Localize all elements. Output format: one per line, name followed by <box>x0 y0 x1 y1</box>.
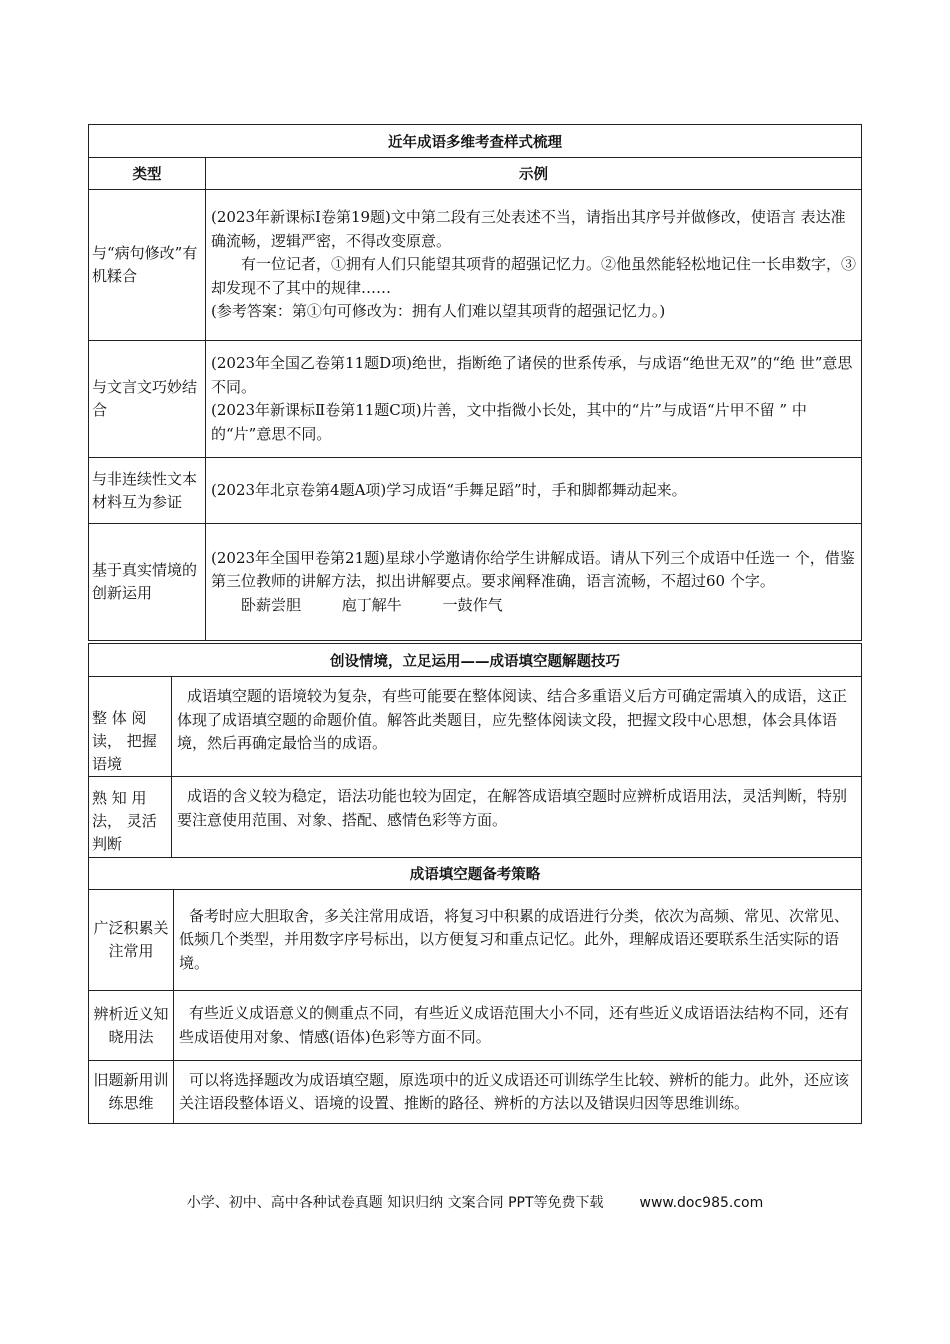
table-row <box>89 524 862 641</box>
row-type-label: 基于真实情境的创新运用 <box>89 524 206 641</box>
example-line: (参考答案：第①句可修改为：拥有人们难以望其项背的超强记忆力。) <box>211 302 666 321</box>
paragraph: 有些近义成语意义的侧重点不同，有些近义成语范围大小不同，还有些近义成语语法结构不同，还有些成语使用对象、情感(语体)色彩等方面不同。 <box>179 1004 850 1046</box>
row-type-label: 与“病句修改”有机糅合 <box>89 190 206 341</box>
example-line: (2023年北京卷第4题A项)学习成语“手舞足蹈”时，手和脚都舞动起来。 <box>211 480 687 499</box>
table-row <box>89 777 862 858</box>
column-header-example: 示例 <box>206 158 862 190</box>
section1-title: 近年成语多维考查样式梳理 <box>89 125 862 158</box>
row-type-label: 熟 知 用法， 灵活判断 <box>89 777 172 858</box>
page-footer <box>0 1192 950 1212</box>
idiom-item: 卧薪尝胆 <box>241 595 302 614</box>
table-row <box>89 1061 862 1124</box>
idiom-item: 庖丁解牛 <box>341 595 402 614</box>
paragraph: 可以将选择题改为成语填空题，原选项中的近义成语还可训练学生比较、辨析的能力。此外，还应该关注语段整体语义、语境的设置、推断的路径、辨析的方法以及错误归因等思维训练。 <box>179 1070 850 1112</box>
row-example <box>206 190 862 341</box>
footer-url[interactable]: www.doc985.com <box>639 1195 764 1211</box>
table-row <box>89 458 862 524</box>
table-row <box>89 991 862 1061</box>
table-row <box>89 890 862 991</box>
row-type-label: 与文言文巧妙结合 <box>89 341 206 458</box>
row-type-label: 辨析近义知晓用法 <box>89 991 174 1061</box>
row-example <box>206 524 862 641</box>
example-line: (2023年全国甲卷第21题)星球小学邀请你给学生讲解成语。请从下列三个成语中任选一 个，借鉴第三位教师的讲解方法，拟出讲解要点。要求阐释准确，语言流畅，不超过60 个字。 <box>211 548 855 591</box>
row-text <box>174 1061 862 1124</box>
row-text <box>172 777 862 858</box>
footer-text: 小学、初中、高中各种试卷真题 知识归纳 文案合同 PPT等免费下载 <box>186 1195 604 1211</box>
row-type-label: 整 体 阅读， 把握语境 <box>89 677 172 777</box>
paragraph: 备考时应大胆取舍，多关注常用成语，将复习中积累的成语进行分类，依次为高频、常见、次常见、低频几个类型，并用数字序号标出，以方便复习和重点记忆。此外，理解成语还要联系生活实际的语境。 <box>179 906 850 972</box>
row-type-label: 与非连续性文本材料互为参证 <box>89 458 206 524</box>
row-example <box>206 458 862 524</box>
example-line: (2023年全国乙卷第11题D项)绝世，指断绝了诸侯的世系传承，与成语“绝世无双”的“绝 世”意思不同。 <box>211 354 853 396</box>
example-line: (2023年新课标Ⅰ卷第19题)文中第二段有三处表述不当，请指出其序号并做修改，使语言 表达准确流畅，逻辑严密，不得改变原意。 <box>211 208 846 250</box>
table-row <box>89 677 862 777</box>
solving-tips-table <box>88 643 862 858</box>
table-row <box>89 341 862 458</box>
example-line: (2023年新课标Ⅱ卷第11题C项)片善，文中指微小长处，其中的“片”与成语“片甲不留 ” 中的“片”意思不同。 <box>211 401 807 443</box>
row-text <box>174 991 862 1061</box>
idiom-forms-table <box>88 124 862 641</box>
paragraph: 成语填空题的语境较为复杂，有些可能要在整体阅读、结合多重语义后方可确定需填入的成语，这正体现了成语填空题的命题价值。解答此类题目，应先整体阅读文段，把握文段中心思想，体会具体语境，然后再确定最恰当的成语。 <box>177 687 848 752</box>
row-example <box>206 341 862 458</box>
idiom-item: 一鼓作气 <box>442 595 503 614</box>
paragraph: 成语的含义较为稳定，语法功能也较为固定，在解答成语填空题时应辨析成语用法，灵活判断，特别要注意使用范围、对象、搭配、感情色彩等方面。 <box>177 787 848 829</box>
example-line: 有一位记者，①拥有人们只能望其项背的超强记忆力。②他虽然能轻松地记住一长串数字，③却发现不了其中的规律…… <box>211 255 857 297</box>
row-text <box>172 677 862 777</box>
section2-title: 创设情境，立足运用——成语填空题解题技巧 <box>89 644 862 677</box>
row-type-label: 旧题新用训练思维 <box>89 1061 174 1124</box>
section3-title: 成语填空题备考策略 <box>89 858 862 890</box>
row-text <box>174 890 862 991</box>
idiom-list <box>211 594 857 618</box>
row-type-label: 广泛积累关注常用 <box>89 890 174 991</box>
preparation-strategy-table <box>88 857 862 1124</box>
column-header-type: 类型 <box>89 158 206 190</box>
table-row <box>89 190 862 341</box>
